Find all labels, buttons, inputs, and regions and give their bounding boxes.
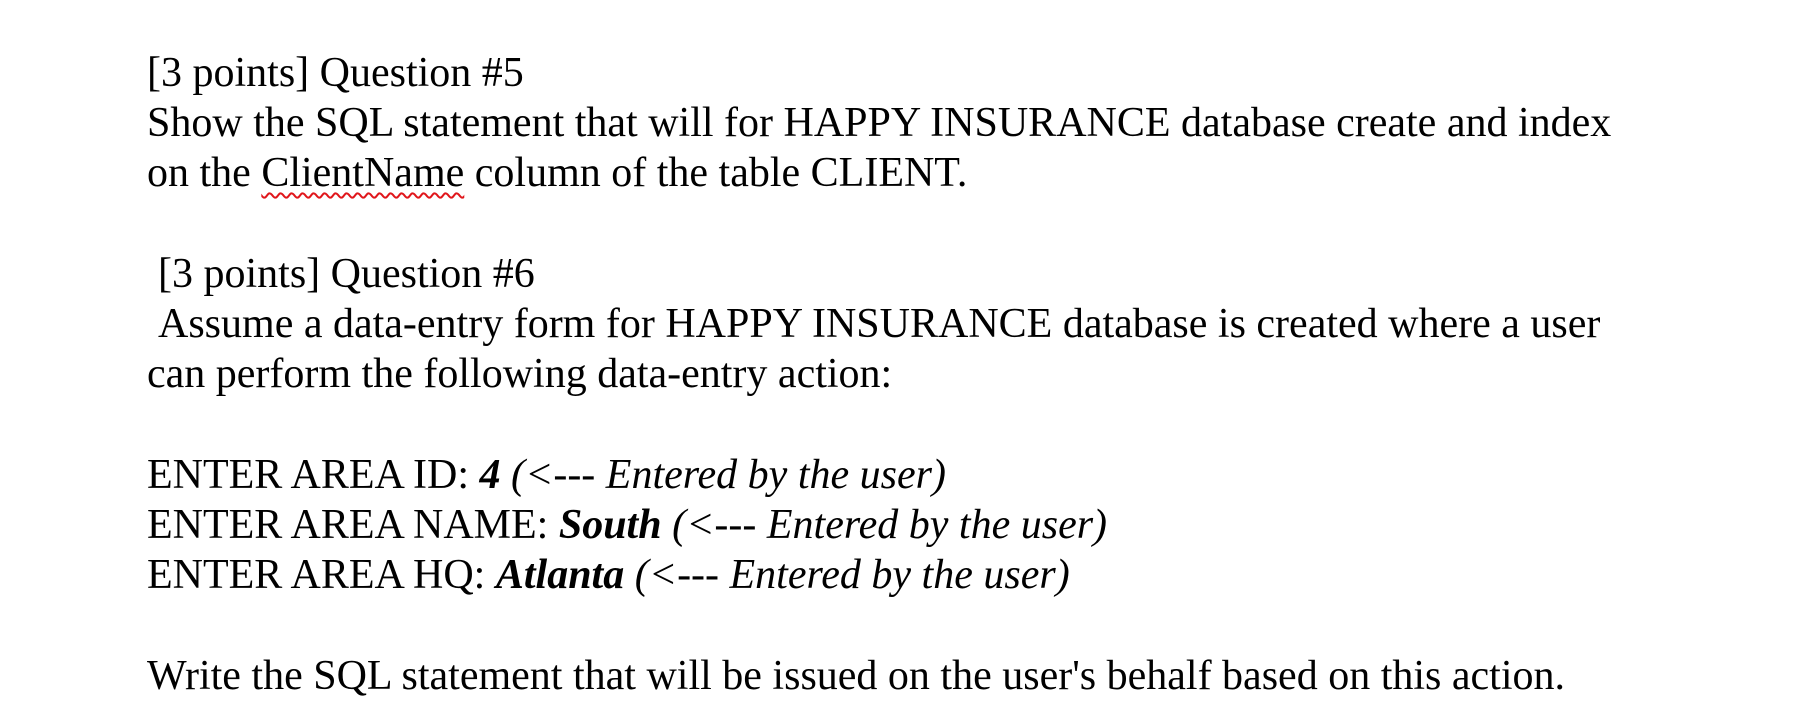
question-5-header: [3 points] Question #5 <box>147 50 524 96</box>
entry-label: ENTER AREA HQ: <box>147 552 496 598</box>
entry-note: (<--- Entered by the user) <box>500 452 946 498</box>
entry-area-hq <box>147 550 1070 600</box>
entry-note: (<--- Entered by the user) <box>624 552 1070 598</box>
question-5-line-1: Show the SQL statement that will for HAPPY INSURANCE database create and index <box>147 100 1612 146</box>
entry-value: 4 <box>479 452 501 498</box>
entry-label: ENTER AREA NAME: <box>147 502 559 548</box>
question-6-line-1: Assume a data-entry form for HAPPY INSURANCE database is created where a user <box>158 301 1601 347</box>
entry-value: South <box>558 502 662 548</box>
question-6-header: [3 points] Question #6 <box>158 251 535 297</box>
entry-value: Atlanta <box>495 552 625 598</box>
question-6-line-2: can perform the following data-entry action: <box>147 351 893 397</box>
entry-note: (<--- Entered by the user) <box>661 502 1108 548</box>
entry-area-name <box>147 500 1107 550</box>
question-5-line-2-before: on the <box>147 150 262 196</box>
entry-label: ENTER AREA ID: <box>147 452 480 498</box>
question-5-line-2 <box>147 148 967 198</box>
entry-area-id <box>147 450 946 500</box>
spellcheck-word-clientname: ClientName <box>261 150 465 196</box>
question-5-line-2-after: column of the table CLIENT. <box>464 150 968 196</box>
question-6-instruction: Write the SQL statement that will be issued on the user's behalf based on this action. <box>147 653 1565 699</box>
